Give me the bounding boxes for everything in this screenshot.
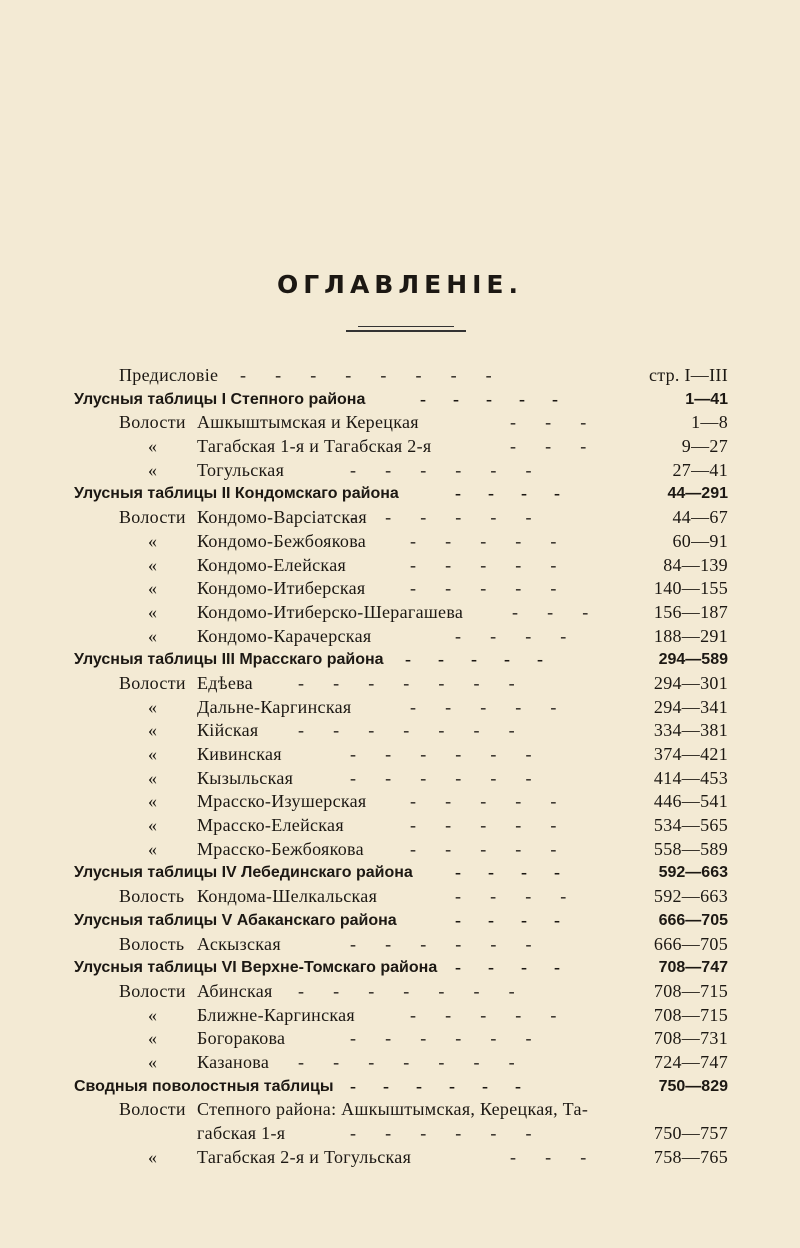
page-title: ОГЛАВЛЕНІЕ. xyxy=(277,270,523,299)
toc-section-heading xyxy=(0,482,800,506)
dot-leader: - - - - - - xyxy=(350,507,532,528)
toc-entry-prefix: « xyxy=(148,554,158,575)
toc-entry-title: Кызыльская xyxy=(197,767,294,788)
toc-page-range: 27—41 xyxy=(672,459,728,480)
toc-page-range: 156—187 xyxy=(653,601,728,622)
toc-entry-title: Казанова xyxy=(197,1051,270,1072)
toc-entry-title: Кондомо-Итиберско-Шерагашева xyxy=(197,601,464,622)
toc-page-range: 750—757 xyxy=(653,1123,728,1143)
toc-page-range: 294—341 xyxy=(653,696,728,717)
toc-entry-prefix: « xyxy=(148,601,158,622)
toc-page-range: 60—91 xyxy=(672,530,728,551)
toc-entry-prefix: « xyxy=(148,720,158,741)
toc-row xyxy=(0,530,800,554)
toc-page-range: 666—705 xyxy=(658,911,728,929)
dot-leader: - - - - - - - xyxy=(298,1051,515,1072)
toc-heading-title: Сводныя поволостныя таблицы xyxy=(74,1077,334,1095)
toc-page-range: 724—747 xyxy=(653,1051,728,1072)
toc-entry-title: Мрасско-Бежбоякова xyxy=(197,838,364,859)
toc-heading-title: Улусныя таблицы V Абаканскаго района xyxy=(74,911,397,929)
toc-entry-prefix: « xyxy=(148,625,158,646)
dot-leader: - - - - - xyxy=(420,388,558,409)
toc-row xyxy=(0,1051,800,1075)
toc-row xyxy=(0,1027,800,1051)
toc-entry-title: Тогульская xyxy=(197,459,285,480)
toc-entry-title: Предисловіе xyxy=(119,365,219,385)
toc-page-range: 592—663 xyxy=(653,886,728,907)
toc-page-range: 758—765 xyxy=(653,1146,728,1167)
toc-entry-title: Аскызская xyxy=(197,933,281,954)
toc-page-range: 446—541 xyxy=(653,791,728,812)
dot-leader: - - - - - xyxy=(410,578,557,599)
title-rule-thin xyxy=(358,326,454,327)
toc-row-continuation xyxy=(0,1122,800,1146)
toc-page-range: 9—27 xyxy=(681,436,728,457)
dot-leader: - - - - - xyxy=(410,554,557,575)
dot-leader: - - - - - xyxy=(410,815,557,836)
toc-page-range: 294—301 xyxy=(653,672,728,693)
dot-leader: - - - - - - xyxy=(350,1028,532,1049)
dot-leader: - - - xyxy=(510,412,587,433)
dot-leader: - - - - - xyxy=(410,696,557,717)
toc-row xyxy=(0,554,800,578)
toc-entry-prefix: « xyxy=(148,1028,158,1049)
dot-leader: - - - - - - xyxy=(350,933,532,954)
toc-row xyxy=(0,885,800,909)
toc-entry-title: Мрасско-Елейская xyxy=(197,815,344,836)
toc-page-range: 558—589 xyxy=(653,838,728,859)
toc-page-range: стр. I—III xyxy=(648,365,728,385)
toc-entry-title: Кондома-Шелкальская xyxy=(197,886,378,907)
toc-entry-prefix: « xyxy=(148,1051,158,1072)
dot-leader: - - - - - xyxy=(410,1004,557,1025)
dot-leader: - - - - xyxy=(455,625,567,646)
toc-entry-prefix: « xyxy=(148,744,158,764)
dot-leader: - - - - - - xyxy=(350,1075,521,1096)
dot-leader: - - - - - - xyxy=(350,767,532,788)
dot-leader: - - - - xyxy=(455,886,567,907)
toc-entry-prefix: « xyxy=(148,1004,158,1025)
toc-section-heading xyxy=(0,956,800,980)
toc-page-range: 414—453 xyxy=(653,767,728,788)
toc-entry-prefix: « xyxy=(148,767,158,788)
toc-entry-title: Кондомо-Бежбоякова xyxy=(197,530,367,551)
toc-page-range: 334—381 xyxy=(653,720,728,741)
toc-section-heading xyxy=(0,388,800,412)
toc-row xyxy=(0,1098,800,1122)
dot-leader: - - - - - - - - xyxy=(240,365,492,385)
toc-row xyxy=(0,814,800,838)
toc-entry-title: Мрасско-Изушерская xyxy=(197,791,367,812)
dot-leader: - - - - - - - xyxy=(298,672,515,693)
toc-entry-prefix: Волости xyxy=(119,412,186,433)
toc-entry-prefix: Волости xyxy=(119,507,186,528)
toc-heading-title: Улусныя таблицы II Кондомскаго района xyxy=(74,485,399,503)
toc-page-range: 188—291 xyxy=(653,625,728,646)
toc-entry-prefix: « xyxy=(148,436,158,457)
toc-row xyxy=(0,790,800,814)
toc-row xyxy=(0,577,800,601)
toc-entry-title: Кійская xyxy=(197,720,259,741)
toc-row xyxy=(0,435,800,459)
toc-page-range: 84—139 xyxy=(663,554,728,575)
toc-entry-prefix: Волость xyxy=(119,933,185,954)
toc-row xyxy=(0,672,800,696)
toc-entry-title: Кондомо-Карачерская xyxy=(197,625,372,646)
toc-entry-title: Кондомо-Итиберская xyxy=(197,578,366,599)
toc-section-heading xyxy=(0,861,800,885)
toc-row xyxy=(0,838,800,862)
toc-page-range: 708—731 xyxy=(653,1028,728,1049)
toc-entry-title: Ашкыштымская и Керецкая xyxy=(197,412,419,433)
toc-entry-title: Кондомо-Елейская xyxy=(197,554,347,575)
toc-entry-prefix: Волость xyxy=(119,886,185,907)
toc-row xyxy=(0,719,800,743)
dot-leader: - - - xyxy=(510,1146,587,1167)
table-of-contents xyxy=(0,364,800,1169)
toc-entry-title: Тагабская 1-я и Тагабская 2-я xyxy=(197,436,432,457)
dot-leader: - - - - xyxy=(455,957,560,978)
toc-page-range: 140—155 xyxy=(653,578,728,599)
toc-entry-title: Дальне-Каргинская xyxy=(197,696,352,717)
toc-heading-title: Улусныя таблицы VI Верхне-Томскаго района xyxy=(74,959,438,977)
toc-row xyxy=(0,506,800,530)
toc-entry-prefix: « xyxy=(148,578,158,599)
toc-row xyxy=(0,1004,800,1028)
dot-leader: - - - - xyxy=(455,862,560,883)
toc-page-range: 294—589 xyxy=(658,651,728,669)
toc-page-range: 666—705 xyxy=(653,933,728,954)
dot-leader: - - - - xyxy=(455,909,560,930)
toc-entry-prefix: « xyxy=(148,838,158,859)
title-rule-thick xyxy=(346,330,466,332)
toc-section-heading xyxy=(0,1075,800,1099)
toc-heading-title: Улусныя таблицы III Мрасскаго района xyxy=(74,651,384,669)
dot-leader: - - - - - xyxy=(410,530,557,551)
toc-row xyxy=(0,980,800,1004)
dot-leader: - - - - - xyxy=(405,649,543,670)
toc-row xyxy=(0,767,800,791)
toc-row xyxy=(0,1146,800,1170)
toc-entry-prefix: Волости xyxy=(119,1099,186,1120)
toc-entry-title: Богоракова xyxy=(197,1028,286,1049)
toc-entry-title: Степного района: Ашкыштымская, Керецкая, Та- xyxy=(197,1099,589,1120)
toc-row xyxy=(0,411,800,435)
toc-page-range: 374—421 xyxy=(653,744,728,764)
dot-leader: - - - - - - xyxy=(350,459,532,480)
dot-leader: - - - - - - xyxy=(350,1123,532,1143)
toc-page-range: 592—663 xyxy=(658,864,728,882)
toc-entry-prefix: « xyxy=(148,530,158,551)
toc-entry-prefix: « xyxy=(148,696,158,717)
toc-entry-prefix: « xyxy=(148,815,158,836)
dot-leader: - - - xyxy=(510,436,587,457)
dot-leader: - - - - - - - xyxy=(298,720,515,741)
toc-entry-title: Кивинская xyxy=(197,744,282,764)
toc-section-heading xyxy=(0,909,800,933)
toc-row xyxy=(0,696,800,720)
toc-row xyxy=(0,364,800,388)
toc-row xyxy=(0,933,800,957)
toc-page-range: 44—67 xyxy=(672,507,728,528)
toc-page-range: 708—715 xyxy=(653,1004,728,1025)
toc-row xyxy=(0,601,800,625)
toc-entry-prefix: Волости xyxy=(119,980,186,1001)
toc-page-range: 534—565 xyxy=(653,815,728,836)
toc-entry-prefix: Волости xyxy=(119,672,186,693)
toc-heading-title: Улусныя таблицы I Степного района xyxy=(74,390,366,408)
toc-row xyxy=(0,625,800,649)
toc-page-range: 750—829 xyxy=(658,1077,728,1095)
toc-entry-title: Едѣева xyxy=(197,672,253,693)
toc-entry-title-continued: габская 1-я xyxy=(197,1123,286,1143)
toc-row xyxy=(0,743,800,767)
dot-leader: - - - - - - - xyxy=(298,980,515,1001)
toc-heading-title: Улусныя таблицы IV Лебединскаго района xyxy=(74,864,413,882)
dot-leader: - - - xyxy=(512,601,589,622)
toc-page-range: 708—747 xyxy=(658,959,728,977)
toc-entry-title: Абинская xyxy=(197,980,273,1001)
dot-leader: - - - - - - xyxy=(350,744,532,764)
toc-entry-title: Тагабская 2-я и Тогульская xyxy=(197,1146,412,1167)
toc-entry-prefix: « xyxy=(148,1146,158,1167)
dot-leader: - - - - xyxy=(455,483,560,504)
toc-page-range: 708—715 xyxy=(653,980,728,1001)
toc-page-range: 1—41 xyxy=(685,390,728,408)
toc-page-range: 1—8 xyxy=(691,412,728,433)
toc-entry-prefix: « xyxy=(148,791,158,812)
toc-entry-prefix: « xyxy=(148,459,158,480)
toc-entry-title: Ближне-Каргинская xyxy=(197,1004,356,1025)
dot-leader: - - - - - xyxy=(410,791,557,812)
toc-page-range: 44—291 xyxy=(667,485,728,503)
toc-section-heading xyxy=(0,648,800,672)
toc-row xyxy=(0,459,800,483)
dot-leader: - - - - - xyxy=(410,838,557,859)
toc-entry-title: Кондомо-Варсіатская xyxy=(197,507,367,528)
